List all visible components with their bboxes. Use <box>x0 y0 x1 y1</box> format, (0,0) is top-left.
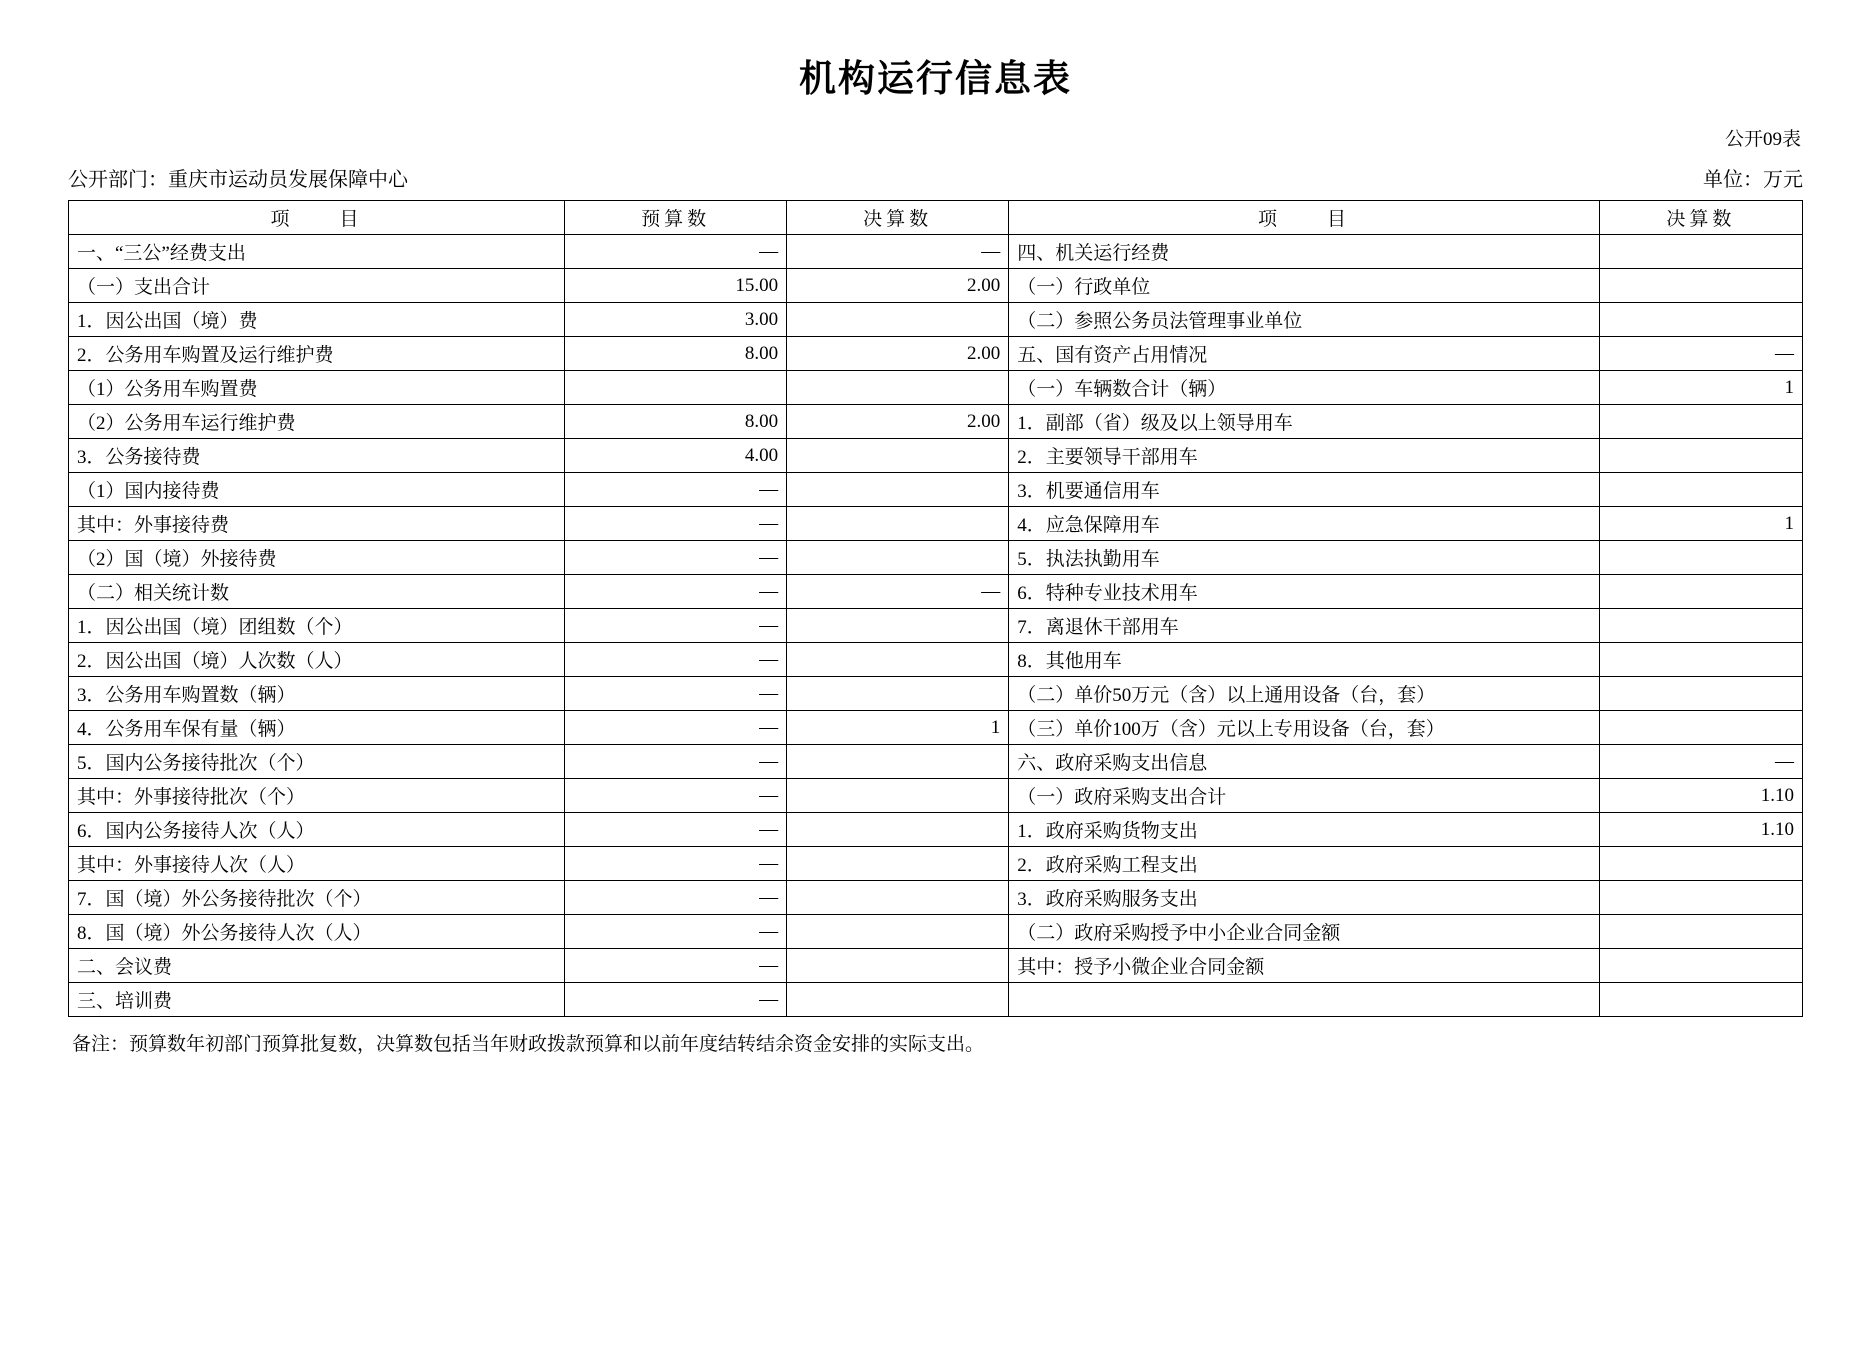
page-title: 机构运行信息表 <box>799 58 1072 99</box>
cell-left-item: 三、培训费 <box>69 983 565 1017</box>
cell-final2: — <box>1599 337 1802 371</box>
table-row <box>69 405 1803 439</box>
cell-final2 <box>1599 473 1802 507</box>
cell-budget: — <box>565 745 787 779</box>
cell-right-item: 3．政府采购服务支出 <box>1009 881 1600 915</box>
cell-final <box>787 473 1009 507</box>
table-row <box>69 779 1803 813</box>
cell-budget: — <box>565 575 787 609</box>
cell-left-item: 4．公务用车保有量（辆） <box>69 711 565 745</box>
cell-budget: 8.00 <box>565 405 787 439</box>
cell-left-item: （二）相关统计数 <box>69 575 565 609</box>
cell-budget: — <box>565 643 787 677</box>
cell-right-item: 四、机关运行经费 <box>1009 235 1600 269</box>
cell-right-item: 其中：授予小微企业合同金额 <box>1009 949 1600 983</box>
budget-table <box>68 200 1803 1017</box>
cell-right-item: （一）行政单位 <box>1009 269 1600 303</box>
cell-left-item: （2）公务用车运行维护费 <box>69 405 565 439</box>
cell-right-item: 六、政府采购支出信息 <box>1009 745 1600 779</box>
cell-final <box>787 813 1009 847</box>
cell-right-item: （一）政府采购支出合计 <box>1009 779 1600 813</box>
cell-left-item: （1）国内接待费 <box>69 473 565 507</box>
cell-final <box>787 847 1009 881</box>
cell-final <box>787 643 1009 677</box>
cell-budget: — <box>565 507 787 541</box>
cell-budget <box>565 371 787 405</box>
cell-right-item: 7．离退休干部用车 <box>1009 609 1600 643</box>
cell-final <box>787 303 1009 337</box>
cell-final <box>787 541 1009 575</box>
table-row <box>69 337 1803 371</box>
cell-right-item: 2．政府采购工程支出 <box>1009 847 1600 881</box>
cell-final2 <box>1599 269 1802 303</box>
cell-final2 <box>1599 235 1802 269</box>
cell-budget: — <box>565 711 787 745</box>
cell-final <box>787 915 1009 949</box>
table-row <box>69 711 1803 745</box>
cell-left-item: 1．因公出国（境）费 <box>69 303 565 337</box>
table-row <box>69 235 1803 269</box>
cell-final2 <box>1599 847 1802 881</box>
cell-right-item: 五、国有资产占用情况 <box>1009 337 1600 371</box>
table-row <box>69 983 1803 1017</box>
cell-final2 <box>1599 439 1802 473</box>
cell-final2 <box>1599 711 1802 745</box>
cell-final: 2.00 <box>787 405 1009 439</box>
cell-final <box>787 949 1009 983</box>
cell-budget: — <box>565 541 787 575</box>
cell-final2 <box>1599 643 1802 677</box>
table-row <box>69 541 1803 575</box>
cell-budget: — <box>565 881 787 915</box>
cell-left-item: 5．国内公务接待批次（个） <box>69 745 565 779</box>
table-row <box>69 507 1803 541</box>
cell-left-item: 6．国内公务接待人次（人） <box>69 813 565 847</box>
cell-budget: — <box>565 813 787 847</box>
header-final: 决算数 <box>787 201 1009 235</box>
cell-left-item: （一）支出合计 <box>69 269 565 303</box>
table-row <box>69 677 1803 711</box>
cell-budget: 8.00 <box>565 337 787 371</box>
table-row <box>69 575 1803 609</box>
unit-label: 单位：万元 <box>1703 169 1803 191</box>
cell-right-item: 8．其他用车 <box>1009 643 1600 677</box>
table-row <box>69 473 1803 507</box>
cell-final <box>787 507 1009 541</box>
cell-final <box>787 745 1009 779</box>
document-page <box>0 48 1871 1371</box>
department-label: 公开部门：重庆市运动员发展保障中心 <box>68 169 408 191</box>
cell-right-item: 4．应急保障用车 <box>1009 507 1600 541</box>
table-row <box>69 269 1803 303</box>
cell-left-item: 其中：外事接待费 <box>69 507 565 541</box>
table-row <box>69 609 1803 643</box>
cell-left-item: 7．国（境）外公务接待批次（个） <box>69 881 565 915</box>
cell-budget: — <box>565 779 787 813</box>
cell-final2 <box>1599 881 1802 915</box>
cell-final2: 1.10 <box>1599 813 1802 847</box>
cell-final <box>787 677 1009 711</box>
cell-final <box>787 609 1009 643</box>
cell-final2: — <box>1599 745 1802 779</box>
table-header-row <box>69 201 1803 235</box>
table-row <box>69 881 1803 915</box>
cell-budget: — <box>565 609 787 643</box>
header-left-item: 项 目 <box>69 201 565 235</box>
cell-right-item: （二）单价50万元（含）以上通用设备（台，套） <box>1009 677 1600 711</box>
cell-final2 <box>1599 405 1802 439</box>
cell-final: — <box>787 235 1009 269</box>
cell-final: 2.00 <box>787 269 1009 303</box>
cell-left-item: 二、会议费 <box>69 949 565 983</box>
cell-budget: — <box>565 235 787 269</box>
cell-budget: — <box>565 949 787 983</box>
cell-left-item: （2）国（境）外接待费 <box>69 541 565 575</box>
table-row <box>69 303 1803 337</box>
cell-budget: — <box>565 473 787 507</box>
table-row <box>69 371 1803 405</box>
cell-budget: — <box>565 847 787 881</box>
cell-budget: 3.00 <box>565 303 787 337</box>
cell-left-item: 1．因公出国（境）团组数（个） <box>69 609 565 643</box>
sheet-code: 公开09表 <box>1724 129 1801 150</box>
table-row <box>69 643 1803 677</box>
cell-budget: — <box>565 915 787 949</box>
cell-final2: 1 <box>1599 507 1802 541</box>
cell-budget: — <box>565 677 787 711</box>
cell-right-item: （二）政府采购授予中小企业合同金额 <box>1009 915 1600 949</box>
cell-final2 <box>1599 303 1802 337</box>
cell-final <box>787 983 1009 1017</box>
table-note: 备注：预算数年初部门预算批复数，决算数包括当年财政拨款预算和以前年度结转结余资金安排的实际支出。 <box>72 1034 985 1055</box>
cell-final2: 1.10 <box>1599 779 1802 813</box>
cell-final2 <box>1599 983 1802 1017</box>
cell-left-item: 其中：外事接待人次（人） <box>69 847 565 881</box>
cell-right-item: 3．机要通信用车 <box>1009 473 1600 507</box>
cell-left-item: 3．公务接待费 <box>69 439 565 473</box>
header-final2: 决算数 <box>1599 201 1802 235</box>
cell-final: 1 <box>787 711 1009 745</box>
cell-left-item: 3．公务用车购置数（辆） <box>69 677 565 711</box>
cell-right-item: （二）参照公务员法管理事业单位 <box>1009 303 1600 337</box>
table-row <box>69 439 1803 473</box>
cell-final: 2.00 <box>787 337 1009 371</box>
cell-final2 <box>1599 915 1802 949</box>
cell-right-item: 6．特种专业技术用车 <box>1009 575 1600 609</box>
cell-right-item: 1．副部（省）级及以上领导用车 <box>1009 405 1600 439</box>
cell-right-item: 5．执法执勤用车 <box>1009 541 1600 575</box>
cell-final <box>787 371 1009 405</box>
cell-left-item: 2．因公出国（境）人次数（人） <box>69 643 565 677</box>
cell-final2 <box>1599 949 1802 983</box>
cell-budget: — <box>565 983 787 1017</box>
cell-right-item: 1．政府采购货物支出 <box>1009 813 1600 847</box>
cell-final2 <box>1599 541 1802 575</box>
cell-final <box>787 881 1009 915</box>
cell-left-item: 8．国（境）外公务接待人次（人） <box>69 915 565 949</box>
cell-left-item: 其中：外事接待批次（个） <box>69 779 565 813</box>
table-body <box>69 235 1803 1017</box>
cell-final2: 1 <box>1599 371 1802 405</box>
table-row <box>69 949 1803 983</box>
header-budget: 预算数 <box>565 201 787 235</box>
cell-final <box>787 439 1009 473</box>
table-row <box>69 745 1803 779</box>
cell-left-item: 一、“三公”经费支出 <box>69 235 565 269</box>
cell-final2 <box>1599 677 1802 711</box>
cell-right-item: （三）单价100万（含）元以上专用设备（台，套） <box>1009 711 1600 745</box>
table-row <box>69 813 1803 847</box>
meta-row <box>68 163 1803 192</box>
table-row <box>69 915 1803 949</box>
cell-final2 <box>1599 609 1802 643</box>
cell-final2 <box>1599 575 1802 609</box>
cell-budget: 15.00 <box>565 269 787 303</box>
cell-right-item: 2．主要领导干部用车 <box>1009 439 1600 473</box>
cell-budget: 4.00 <box>565 439 787 473</box>
table-row <box>69 847 1803 881</box>
header-right-item: 项 目 <box>1009 201 1600 235</box>
cell-left-item: 2．公务用车购置及运行维护费 <box>69 337 565 371</box>
cell-final <box>787 779 1009 813</box>
cell-left-item: （1）公务用车购置费 <box>69 371 565 405</box>
cell-right-item <box>1009 983 1600 1017</box>
cell-right-item: （一）车辆数合计（辆） <box>1009 371 1600 405</box>
cell-final: — <box>787 575 1009 609</box>
